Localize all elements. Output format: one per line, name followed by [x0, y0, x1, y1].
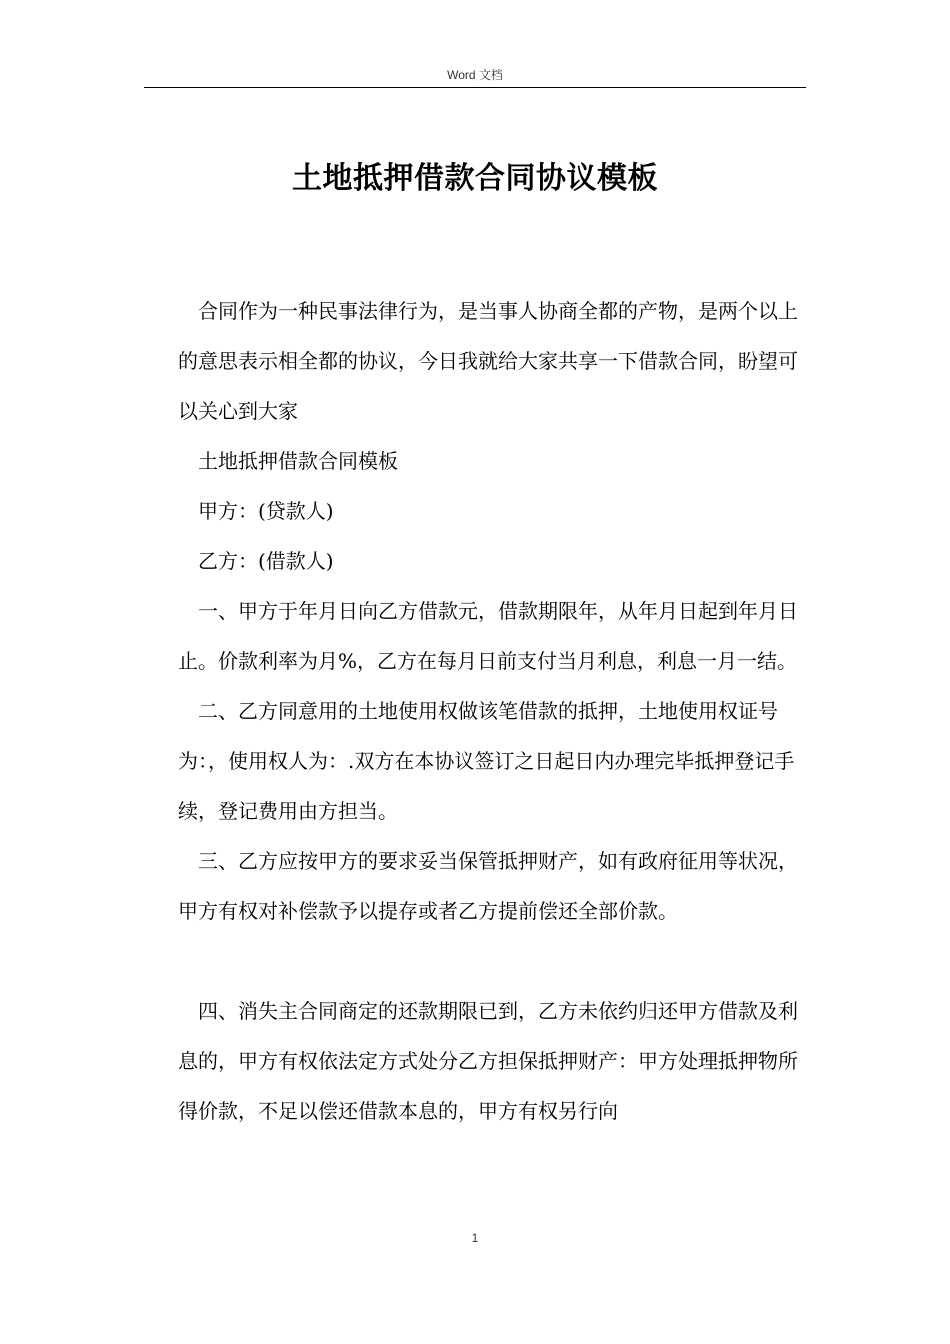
intro-paragraph: 合同作为一种民事法律行为，是当事人协商全都的产物，是两个以上的意思表示相全都的协议，今日我就给大家共享一下借款合同，盼望可以关心到大家 [178, 299, 798, 423]
subtitle-paragraph: 土地抵押借款合同模板 [198, 449, 398, 473]
clause-3: 三、乙方应按甲方的要求妥当保管抵押财产，如有政府征用等状况，甲方有权对补偿款予以提存或者乙方提前偿还全部价款。 [178, 849, 798, 923]
clause-2: 二、乙方同意用的土地使用权做该笔借款的抵押，土地使用权证号为：，使用权人为：.双方在本协议签订之日起日内办理完毕抵押登记手续，登记费用由方担当。 [178, 699, 795, 823]
document-body [178, 286, 802, 1136]
clause-4: 四、消失主合同商定的还款期限已到，乙方未依约归还甲方借款及利息的，甲方有权依法定方式处分乙方担保抵押财产：甲方处理抵押物所得价款，不足以偿还借款本息的，甲方有权另行向 [178, 999, 798, 1123]
page-header-label: Word 文档 [447, 68, 503, 82]
clause-1: 一、甲方于年月日向乙方借款元，借款期限年，从年月日起到年月日止。价款利率为月%，乙方在每月日前支付当月利息，利息一月一结。 [178, 599, 798, 673]
page-number: 1 [471, 1231, 479, 1245]
header-divider [144, 87, 806, 88]
party-a-line: 甲方：(贷款人) [198, 499, 334, 523]
party-b-line: 乙方：(借款人) [198, 549, 334, 573]
document-title: 土地抵押借款合同协议模板 [292, 161, 658, 196]
